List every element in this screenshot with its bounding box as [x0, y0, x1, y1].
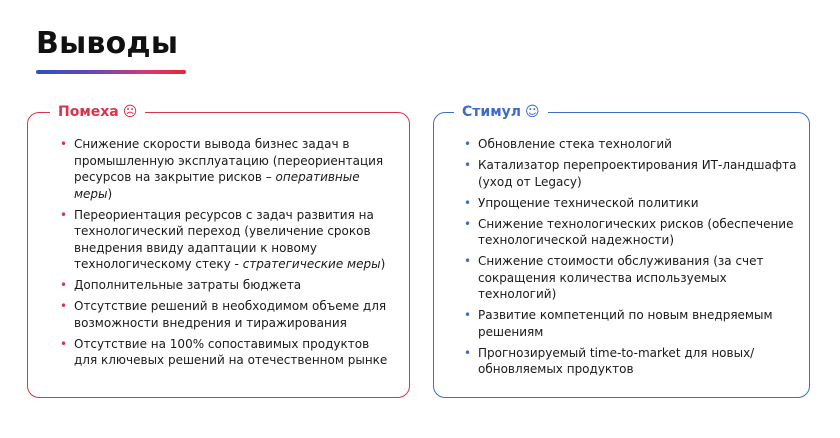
bullet-icon: • [464, 345, 472, 360]
list-item: • Переориентация ресурсов с задач развития на технологический переход (увеличение сроков внедрения ввиду адаптации к новому технологическому стеку - стратегические меры) [60, 207, 386, 271]
list-item: • Снижение скорости вывода бизнес задач в промышленную эксплуатацию (переориентация ресурсов на закрытие рисков – оперативные меры) [60, 137, 384, 201]
title-underline [36, 70, 186, 74]
list-item: • Катализатор перепроектирования ИТ-ландшафта (уход от Legacy) [464, 158, 797, 189]
bullet-icon: • [464, 195, 472, 210]
bullet-icon: • [464, 254, 472, 268]
obstacle-list [60, 136, 395, 373]
bullet-icon: • [464, 137, 472, 151]
incentive-panel [433, 104, 810, 398]
bullet-icon: • [60, 137, 68, 151]
list-item: • Упрощение технической политики [464, 195, 699, 210]
list-item: • Обновление стека технологий [464, 137, 672, 151]
bullet-icon: • [464, 158, 472, 172]
bullet-icon: • [60, 299, 68, 313]
smiley-face-icon: ☺ [525, 104, 540, 120]
bullet-icon: • [60, 336, 68, 351]
obstacle-panel [27, 104, 410, 398]
list-item: • Отсутствие на 100% сопоставимых продуктов для ключевых решений на отечественном рынке [60, 336, 388, 367]
page-title: Выводы [36, 26, 179, 61]
list-item: • Прогнозируемый time-to-market для новых/обновляемых продуктов [464, 345, 755, 376]
bullet-icon: • [60, 207, 68, 222]
list-item: • Дополнительные затраты бюджета [60, 278, 302, 292]
incentive-panel-title [454, 101, 548, 123]
obstacle-panel-title-label: Помеха [58, 104, 119, 120]
incentive-panel-title-label: Стимул [462, 104, 522, 120]
list-item: • Снижение технологических рисков (обеспечение технологической надежности) [464, 216, 794, 247]
bullet-icon: • [464, 308, 472, 322]
list-item: • Снижение стоимости обслуживания (за счет сокращения количества используемых технологий) [464, 254, 764, 301]
sad-face-icon: ☹ [122, 104, 138, 120]
bullet-icon: • [60, 278, 68, 292]
incentive-list [464, 136, 799, 382]
bullet-icon: • [464, 216, 472, 231]
list-item: • Развитие компетенций по новым внедряемым решениям [464, 308, 773, 339]
obstacle-panel-title [50, 101, 145, 123]
list-item: • Отсутствие решений в необходимом объеме для возможности внедрения и тиражирования [60, 299, 387, 330]
